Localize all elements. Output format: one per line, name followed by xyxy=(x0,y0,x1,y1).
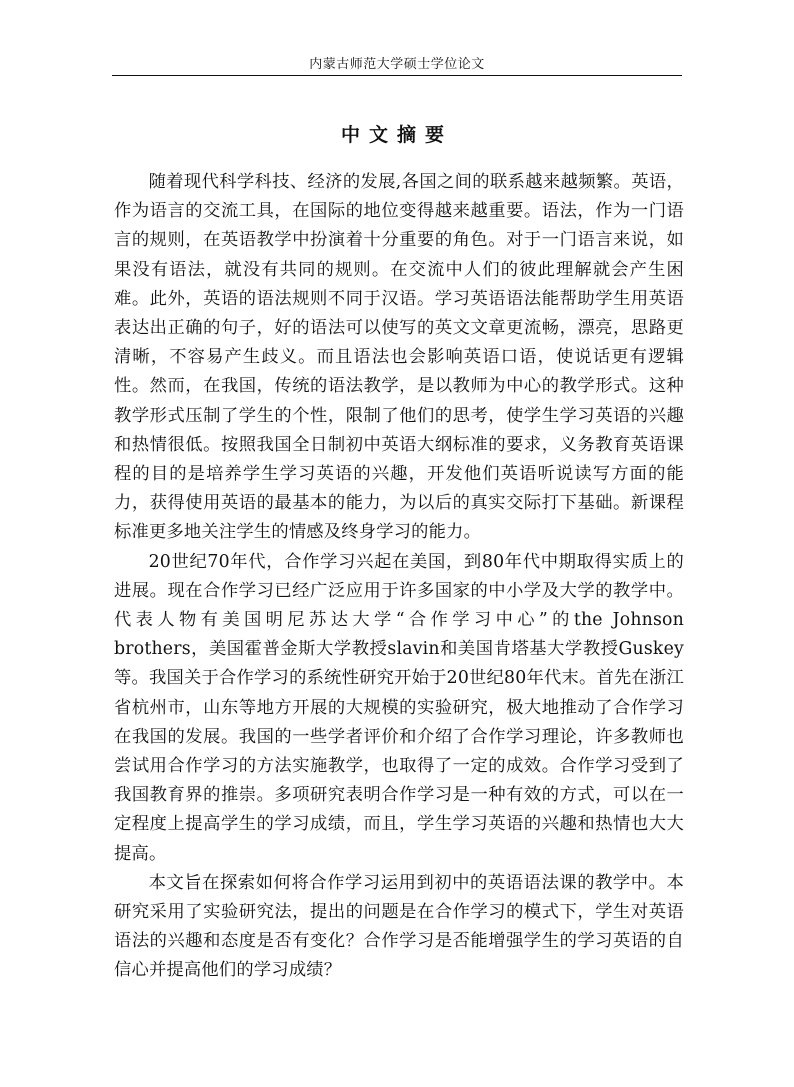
abstract-paragraph-3: 本文旨在探索如何将合作学习运用到初中的英语语法课的教学中。本研究采用了实验研究法，提出的问题是在合作学习的模式下，学生对英语语法的兴趣和态度是否有变化？合作学习是否能增强学生的学习英语的自信心并提高他们的学习成绩？ xyxy=(114,872,684,981)
abstract-paragraph-2: 20世纪70年代，合作学习兴起在美国，到80年代中期取得实质上的进展。现在合作学习已经广泛应用于许多国家的中小学及大学的教学中。代表人物有美国明尼苏达大学“合作学习中心”的the Johnson brothers，美国霍普金斯大学教授slavin和美国肯塔基大学教授Guskey等。我国关于合作学习的系统性研究开始于20世纪80年代末。首先在浙江省杭州市，山东等地方开展的大规模的实验研究，极大地推动了合作学习在我国的发展。我国的一些学者评价和介绍了合作学习理论，许多教师也尝试用合作学习的方法实施教学，也取得了一定的成效。合作学习受到了我国教育界的推崇。多项研究表明合作学习是一种有效的方式，可以在一定程度上提高学生的学习成绩，而且，学生学习英语的兴趣和热情也大大提高。 xyxy=(114,551,684,864)
abstract-paragraph-1: 随着现代科学科技、经济的发展,各国之间的联系越来越频繁。英语，作为语言的交流工具，在国际的地位变得越来越重要。语法，作为一门语言的规则，在英语教学中扮演着十分重要的角色。对于一门语言来说，如果没有语法，就没有共同的规则。在交流中人们的彼此理解就会产生困难。此外，英语的语法规则不同于汉语。学习英语语法能帮助学生用英语表达出正确的句子，好的语法可以使写的英文文章更流畅，漂亮，思路更清晰，不容易产生歧义。而且语法也会影响英语口语，使说话更有逻辑性。然而，在我国，传统的语法教学，是以教师为中心的教学形式。这种教学形式压制了学生的个性，限制了他们的思考，使学生学习英语的兴趣和热情很低。按照我国全日制初中英语大纲标准的要求，义务教育英语课程的目的是培养学生学习英语的兴趣，开发他们英语听说读写方面的能力，获得使用英语的最基本的能力，为以后的真实交际打下基础。新课程标准更多地关注学生的情感及终身学习的能力。 xyxy=(114,172,684,543)
header-rule xyxy=(112,75,682,76)
abstract-body xyxy=(114,168,684,986)
abstract-title: 中文摘要 xyxy=(340,124,453,146)
running-header: 内蒙古师范大学硕士学位论文 xyxy=(309,57,485,72)
